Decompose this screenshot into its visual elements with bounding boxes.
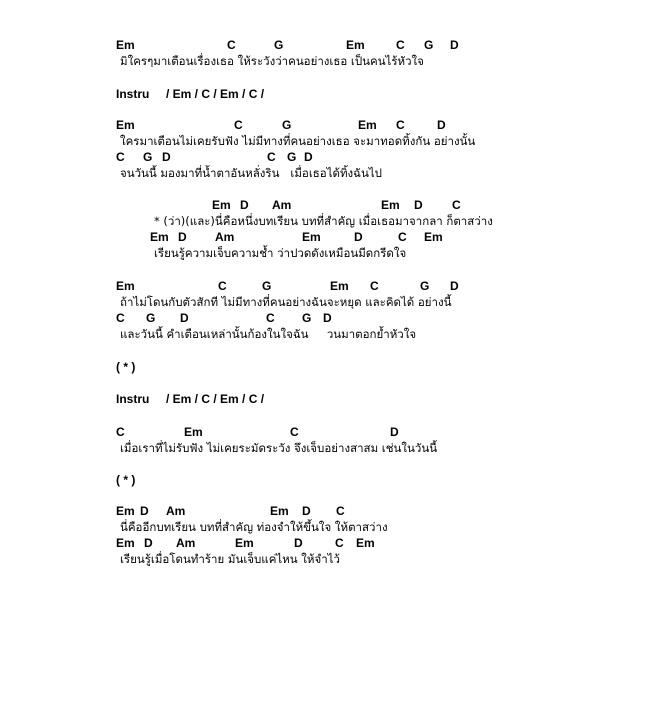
chord: Em xyxy=(381,198,400,212)
verse1-lyric-line xyxy=(0,53,661,69)
chorus-chord-line-2 xyxy=(0,229,661,245)
chord: D xyxy=(294,536,303,550)
chord: Em xyxy=(116,536,135,550)
verse2-chord-line-2 xyxy=(0,149,661,165)
chord: C xyxy=(396,118,405,132)
chord: C xyxy=(267,150,276,164)
outro-chord-line-2 xyxy=(0,535,661,551)
chord: G xyxy=(274,38,284,52)
chord: G xyxy=(424,38,434,52)
chord: G xyxy=(262,279,272,293)
bridge-lyric-line xyxy=(0,440,661,456)
chord: D xyxy=(354,230,363,244)
lyric-text: เรียนรู้เมื่อโดนทำร้าย มันเจ็บแค่ไหน ให้จำไว้ xyxy=(120,552,340,566)
chorus-lyric-line-2 xyxy=(0,245,661,261)
chord: Am xyxy=(272,198,292,212)
repeat-marker: ( * ) xyxy=(116,473,136,487)
lyric-text: เมื่อเราที่ไม่รับฟัง ไม่เคยระมัดระวัง จึงเจ็บอย่างสาสม เช่นในวันนี้ xyxy=(120,441,438,455)
chord: D xyxy=(414,198,423,212)
chord: D xyxy=(178,230,187,244)
instru-label: Instru xyxy=(116,87,150,101)
verse2-lyric-line-2 xyxy=(0,165,661,181)
outro-lyric-line-1 xyxy=(0,519,661,535)
outro-lyric-line-2 xyxy=(0,551,661,567)
chord: C xyxy=(116,150,125,164)
bridge-chord-line xyxy=(0,424,661,440)
outro-chord-line-1 xyxy=(0,503,661,519)
chord: D xyxy=(162,150,171,164)
verse2-chord-line-1 xyxy=(0,117,661,133)
chord: Em xyxy=(150,230,169,244)
chord: Em xyxy=(270,504,289,518)
chord: Am xyxy=(166,504,186,518)
chord: D xyxy=(390,425,399,439)
repeat-marker: ( * ) xyxy=(116,360,136,374)
repeat2-line xyxy=(0,472,661,488)
chord: C xyxy=(370,279,379,293)
verse3-chord-line-2 xyxy=(0,310,661,326)
lyric-text: ใครมาเตือนไม่เคยรับฟัง ไม่มีทางที่คนอย่างเธอ จะมาทอดทิ้งกัน อย่างนั้น xyxy=(120,134,476,148)
verse3-chord-line-1 xyxy=(0,278,661,294)
lyric-text: และวันนี้ คำเตือนเหล่านั้นก้องในใจฉัน วนมาตอกย้ำหัวใจ xyxy=(120,327,417,341)
chord: D xyxy=(180,311,189,325)
verse3-lyric-line-1 xyxy=(0,294,661,310)
lyric-text: เรียนรู้ความเจ็บความช้ำ ว่าปวดดังเหมือนมีดกรีดใจ xyxy=(154,246,407,260)
chord: C xyxy=(336,504,345,518)
chord: Em xyxy=(212,198,231,212)
chord: G xyxy=(287,150,297,164)
repeat1-line xyxy=(0,359,661,375)
verse1-chord-line xyxy=(0,37,661,53)
chord: C xyxy=(227,38,236,52)
verse3-lyric-line-2 xyxy=(0,326,661,342)
chord: D xyxy=(302,504,311,518)
chord: Em xyxy=(116,118,135,132)
chord: Em xyxy=(358,118,377,132)
chord: C xyxy=(398,230,407,244)
chord: Em xyxy=(235,536,254,550)
chorus-chord-line-1 xyxy=(0,197,661,213)
chord: C xyxy=(335,536,344,550)
chord: Em xyxy=(346,38,365,52)
chord: G xyxy=(420,279,430,293)
chord: D xyxy=(240,198,249,212)
instru2-line xyxy=(0,391,661,407)
chord: Em xyxy=(116,504,135,518)
chord: Em xyxy=(116,38,135,52)
chord: D xyxy=(304,150,313,164)
chord: Em xyxy=(356,536,375,550)
chord: C xyxy=(116,425,125,439)
chord: Em xyxy=(330,279,349,293)
chord: C xyxy=(116,311,125,325)
chord: Am xyxy=(215,230,235,244)
chord: Em xyxy=(302,230,321,244)
chord: C xyxy=(218,279,227,293)
chord: D xyxy=(437,118,446,132)
instru-sequence: / Em / C / Em / C / xyxy=(166,87,265,101)
instru-sequence: / Em / C / Em / C / xyxy=(166,392,265,406)
instru-label: Instru xyxy=(116,392,150,406)
chord: Em xyxy=(116,279,135,293)
instru1-line xyxy=(0,86,661,102)
chord: Am xyxy=(176,536,196,550)
chord: G xyxy=(143,150,153,164)
chord: C xyxy=(266,311,275,325)
chord: G xyxy=(302,311,312,325)
lyric-text: มิใครๆมาเตือนเรื่องเธอ ให้ระวังว่าคนอย่างเธอ เป็นคนไร้หัวใจ xyxy=(120,54,424,68)
lyric-text: จนวันนี้ มองมาที่น้ำตาอันหลั่งริน เมื่อเธอได้ทิ้งฉันไป xyxy=(120,166,382,180)
chord: D xyxy=(140,504,149,518)
chord: C xyxy=(452,198,461,212)
chord: Em xyxy=(184,425,203,439)
chord: C xyxy=(290,425,299,439)
chord: D xyxy=(450,38,459,52)
chorus-lyric-line-1 xyxy=(0,213,661,229)
verse2-lyric-line-1 xyxy=(0,133,661,149)
chord: G xyxy=(146,311,156,325)
chord: Em xyxy=(424,230,443,244)
chord: D xyxy=(323,311,332,325)
lyric-text: นี่คืออีกบทเรียน บทที่สำคัญ ท่องจำให้ขึ้นใจ ให้ตาสว่าง xyxy=(120,520,388,534)
chord: C xyxy=(396,38,405,52)
chord: D xyxy=(144,536,153,550)
chord: G xyxy=(282,118,292,132)
lyric-text: ถ้าไม่โดนกับตัวสักที ไม่มีทางที่คนอย่างฉันจะหยุด และคิดได้ อย่างนี้ xyxy=(120,295,452,309)
chord: C xyxy=(234,118,243,132)
chord: D xyxy=(450,279,459,293)
lyric-text: * (ว่า)(และ)นี่คือหนึ่งบทเรียน บทที่สำคัญ เมื่อเธอมาจากลา ก็ตาสว่าง xyxy=(154,214,493,228)
